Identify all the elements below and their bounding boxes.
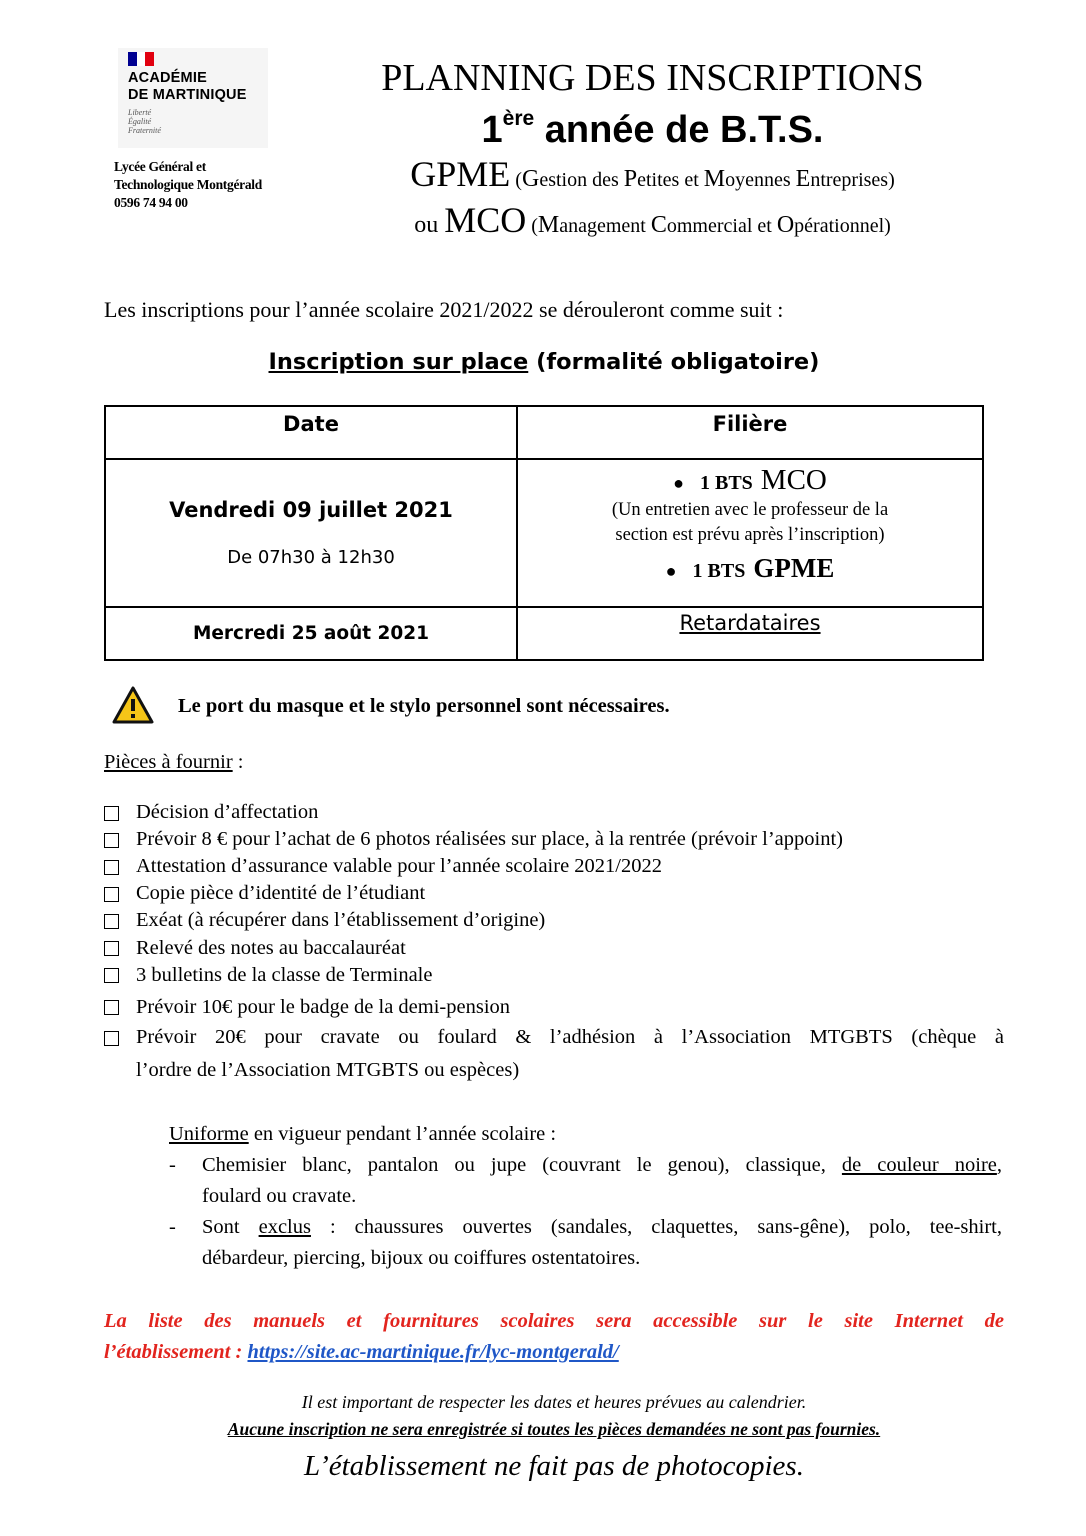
checkbox-icon[interactable] [104, 833, 119, 848]
table-border-top [104, 405, 984, 407]
table-row1-date: Vendredi 09 juillet 2021 [169, 498, 453, 522]
table-row1-bullet-gpme: ● 1 BTS GPME [665, 553, 835, 583]
checklist-item-continued: l’ordre de l’Association MTGBTS ou espèces) [136, 1059, 520, 1081]
table-header-date: Date [283, 412, 339, 436]
section-title: Inscription sur place (formalité obligatoire) [268, 349, 820, 375]
checklist-item: Relevé des notes au baccalauréat [136, 937, 406, 959]
school-info [114, 158, 262, 212]
uniform-heading: Uniforme en vigueur pendant l’année scolaire : [169, 1123, 557, 1145]
table-border-bottom [104, 659, 984, 661]
mco-abbr: MCO [444, 200, 527, 240]
table-divider-header [104, 458, 984, 460]
table-row1-time: De 07h30 à 12h30 [227, 547, 395, 568]
academie-logo [118, 48, 268, 148]
table-row2-filiere: Retardataires [679, 611, 821, 635]
marianne-flag-icon [128, 52, 154, 66]
table-border-right [982, 405, 984, 661]
table-row1-bullet-mco: ● 1 BTS MCO [673, 464, 827, 496]
table-row1-note: (Un entretien avec le professeur de la section est prévu après l’inscription) [611, 500, 889, 545]
warning-triangle-icon [112, 686, 154, 724]
checkbox-icon[interactable] [104, 887, 119, 902]
dash-bullet: - [169, 1216, 176, 1238]
mco-line: ou MCO (Management Commercial et Opérationnel) [414, 200, 891, 240]
school-phone: 0596 74 94 00 [114, 195, 188, 210]
uniform-item-excluded: Sont exclus : chaussures ouvertes (sandales, claquettes, sans-gêne), polo, tee-shirt, débardeur, piercing, bijoux ou coiffures ostentatoires. [202, 1216, 1002, 1269]
checklist-item: Copie pièce d’identité de l’étudiant [136, 882, 426, 904]
page-subtitle-year: 1ère année de B.T.S. [481, 107, 824, 151]
gpme-line: GPME (Gestion des Petites et Moyennes Entreprises) [410, 154, 895, 194]
republic-motto: Liberté Égalité Fraternité [128, 108, 161, 135]
bullet-icon: ● [665, 561, 677, 581]
pieces-heading: Pièces à fournir : [104, 751, 244, 773]
footer-warning: Aucune inscription ne sera enregistrée si toutes les pièces demandées ne sont pas fournies. [227, 1419, 881, 1439]
checklist-item: Prévoir 20€ pour cravate ou foulard & l’adhésion à l’Association MTGBTS (chèque à [136, 1026, 1004, 1048]
footer-reminder: Il est important de respecter les dates et heures prévues au calendrier. [301, 1392, 807, 1412]
checkbox-icon[interactable] [104, 914, 119, 929]
checkbox-icon[interactable] [104, 1000, 119, 1015]
checklist-item: 3 bulletins de la classe de Terminale [136, 964, 433, 986]
checklist-item: Décision d’affectation [136, 801, 319, 823]
footer-no-photocopies: L’établissement ne fait pas de photocopies. [304, 1450, 804, 1482]
academie-name: ACADÉMIE DE MARTINIQUE [128, 70, 247, 103]
page-title: PLANNING DES INSCRIPTIONS [381, 57, 924, 99]
gpme-abbr: GPME [410, 154, 511, 194]
warning-text: Le port du masque et le stylo personnel sont nécessaires. [178, 695, 670, 717]
checklist-item: Exéat (à récupérer dans l’établissement d’origine) [136, 909, 546, 931]
bullet-icon: ● [673, 473, 684, 493]
checklist-item: Attestation d’assurance valable pour l’année scolaire 2021/2022 [136, 855, 662, 877]
intro-text: Les inscriptions pour l’année scolaire 2021/2022 se dérouleront comme suit : [104, 297, 784, 322]
checklist-item: Prévoir 8 € pour l’achat de 6 photos réalisées sur place, à la rentrée (prévoir l’appoint) [136, 828, 843, 850]
table-header-filiere: Filière [712, 412, 788, 436]
checkbox-icon[interactable] [104, 806, 119, 821]
dash-bullet: - [169, 1154, 176, 1176]
checklist-item: Prévoir 10€ pour le badge de la demi-pension [136, 996, 511, 1018]
checkbox-icon[interactable] [104, 860, 119, 875]
school-name-line2: Technologique Montgérald [114, 177, 262, 192]
checkbox-icon[interactable] [104, 968, 119, 983]
table-row2-date: Mercredi 25 août 2021 [192, 623, 430, 644]
checkbox-icon[interactable] [104, 1031, 119, 1046]
uniform-item-allowed: Chemisier blanc, pantalon ou jupe (couvrant le genou), classique, de couleur noire, foulard ou cravate. [202, 1154, 1002, 1207]
manuals-notice: La liste des manuels et fournitures scolaires sera accessible sur le site Internet de l’établissement : https://site.ac-martinique.fr/lyc-montgerald/ [104, 1310, 1004, 1363]
schedule-table [104, 405, 984, 661]
checkbox-icon[interactable] [104, 941, 119, 956]
school-name-line1: Lycée Général et [114, 159, 206, 174]
school-website-link[interactable]: https://site.ac-martinique.fr/lyc-montgerald/ [247, 1341, 619, 1363]
